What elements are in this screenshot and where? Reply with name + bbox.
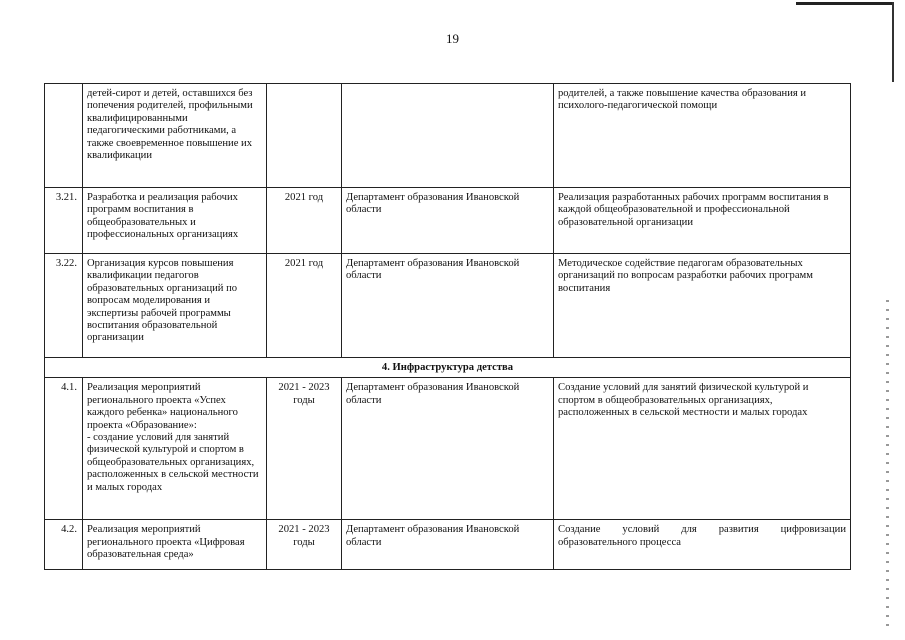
result-cell: Создание условий для развития цифровизации образовательного процесса [554,520,851,570]
result-cell: родителей, а также повышение качества образования и психолого-педагогической помощи [554,84,851,188]
responsible-cell: Департамент образования Ивановской области [342,188,554,254]
activity-cell: детей-сирот и детей, оставшихся без попечения родителей, профильными квалифицированными педагогическими работниками, а также своевременное повышение их квалификации [83,84,267,188]
page-number: 19 [446,31,459,46]
table-row [45,84,851,188]
responsible-cell: Департамент образования Ивановской области [342,378,554,520]
section-title: 4. Инфраструктура детства [45,358,851,378]
table-row [45,254,851,358]
section-header-row [45,358,851,378]
result-cell: Методическое содействие педагогам образовательных организаций по вопросам разработки рабочих программ воспитания [554,254,851,358]
table-row [45,188,851,254]
row-number: 3.22. [45,254,83,358]
term-cell [267,84,342,188]
row-number: 3.21. [45,188,83,254]
term-cell: 2021 год [267,254,342,358]
row-number: 4.2. [45,520,83,570]
term-cell: 2021 - 2023 годы [267,520,342,570]
row-number [45,84,83,188]
activity-cell: Реализация мероприятий регионального проекта «Успех каждого ребенка» национального проекта «Образование»: - создание условий для занятий физической культурой и спортом в общеобразовательных организациях, расположенных в сельской местности и малых городах [83,378,267,520]
result-cell: Реализация разработанных рабочих программ воспитания в каждой общеобразовательной и профессиональной образовательной организации [554,188,851,254]
table-row [45,378,851,520]
scan-edge-marks [886,300,889,630]
term-cell: 2021 - 2023 годы [267,378,342,520]
activity-cell: Реализация мероприятий регионального проекта «Цифровая образовательная среда» [83,520,267,570]
page-top-rule [796,2,892,5]
result-cell: Создание условий для занятий физической культурой и спортом в общеобразовательных организациях, расположенных в сельской местности и малых городах [554,378,851,520]
responsible-cell: Департамент образования Ивановской области [342,520,554,570]
activity-cell: Организация курсов повышения квалификации педагогов образовательных организаций по вопросам моделирования и экспертизы рабочей программы воспитания образовательной организации [83,254,267,358]
responsible-cell: Департамент образования Ивановской области [342,254,554,358]
table-row [45,520,851,570]
activity-cell: Разработка и реализация рабочих программ воспитания в общеобразовательных и профессиональных организациях [83,188,267,254]
activity-table [44,83,851,570]
row-number: 4.1. [45,378,83,520]
responsible-cell [342,84,554,188]
term-cell: 2021 год [267,188,342,254]
